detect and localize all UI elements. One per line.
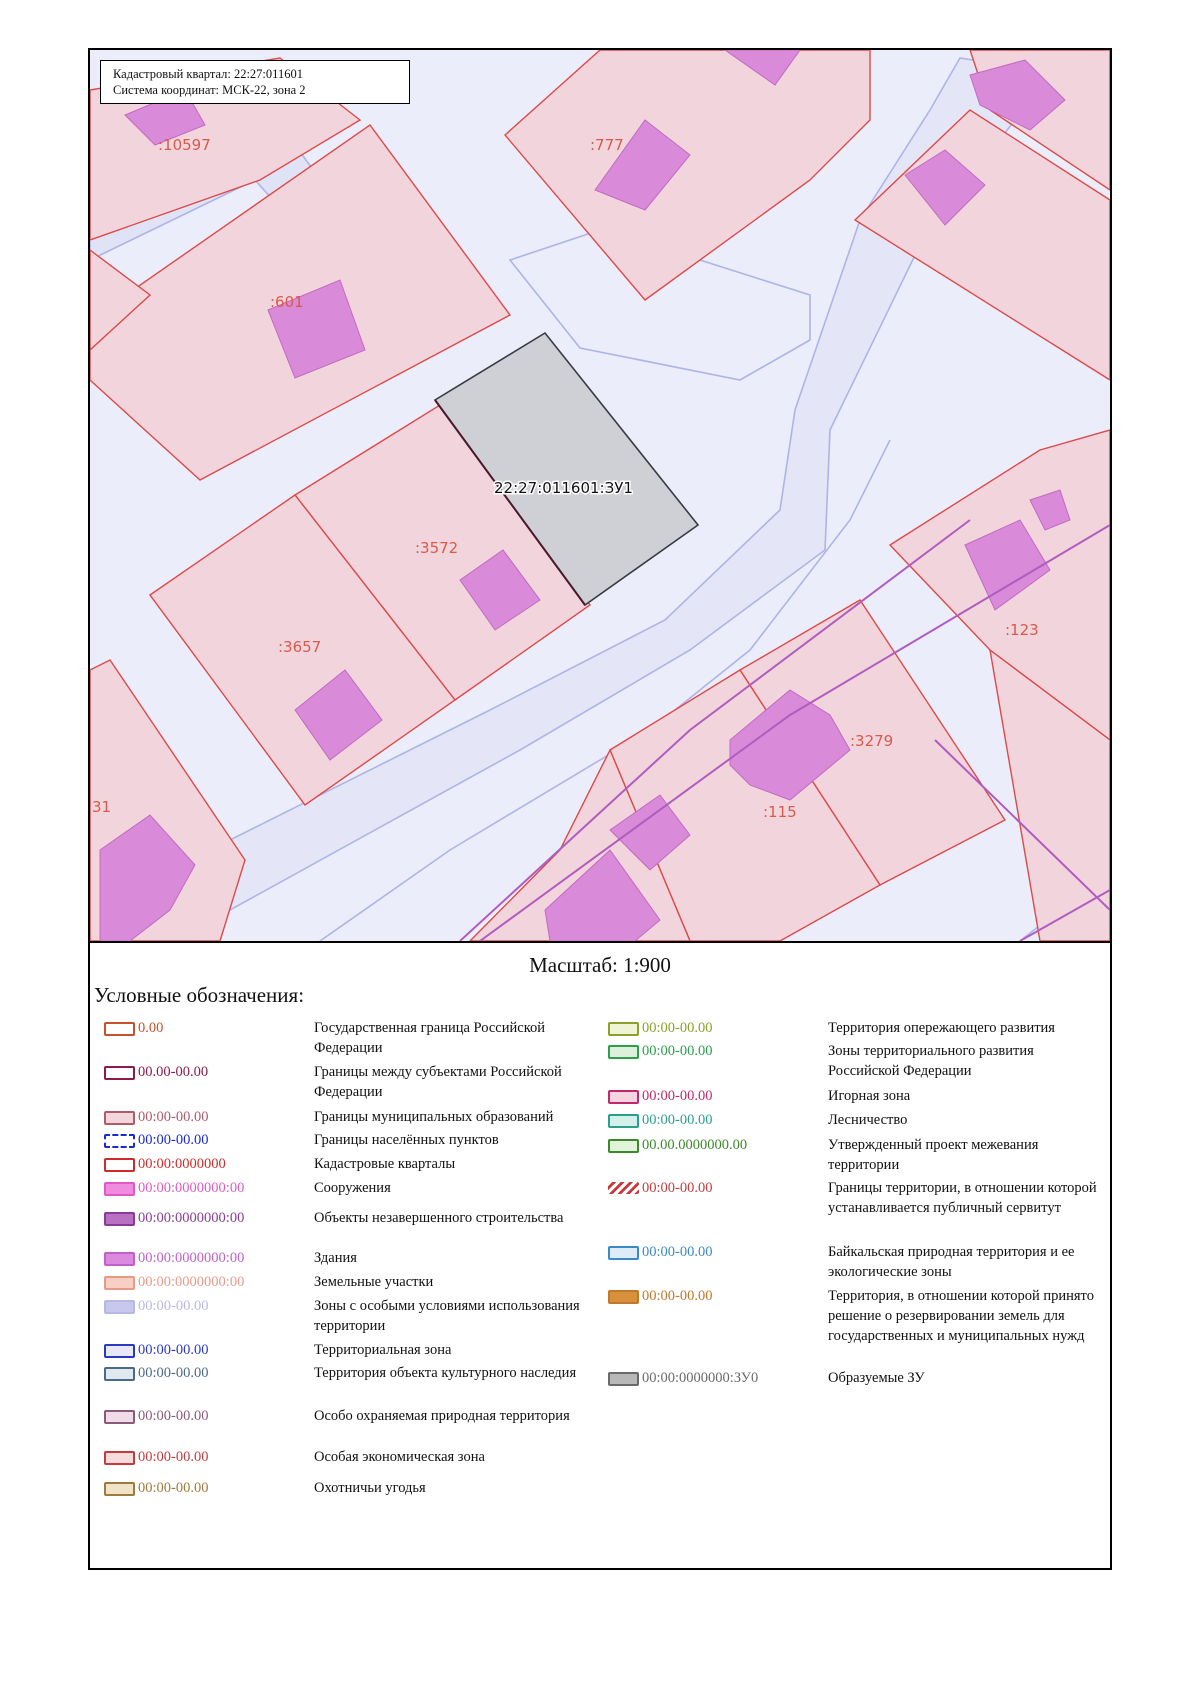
legend-description: Объекты незавершенного строительства bbox=[314, 1210, 564, 1226]
legend-description: Лесничество bbox=[828, 1112, 908, 1128]
legend-code: 00:00-00.00 bbox=[642, 1088, 713, 1104]
legend-code: 00:00-00.00 bbox=[642, 1288, 713, 1304]
label-3572: :3572 bbox=[415, 539, 459, 557]
label-601: :601 bbox=[270, 293, 304, 311]
legend-symbol-icon bbox=[608, 1045, 639, 1059]
legend-code: 00:00-00.00 bbox=[138, 1449, 209, 1465]
legend-symbol-icon bbox=[608, 1139, 639, 1153]
legend-description: Игорная зона bbox=[828, 1088, 911, 1104]
legend-description: Территориальная зона bbox=[314, 1342, 452, 1358]
map-canvas bbox=[90, 50, 1110, 941]
legend-description: Территория опережающего развития bbox=[828, 1020, 1055, 1036]
legend-symbol-icon bbox=[608, 1372, 639, 1386]
legend-description: Здания bbox=[314, 1250, 357, 1266]
scale-text: Масштаб: 1:900 bbox=[529, 953, 671, 977]
legend-description: Границы муниципальных образований bbox=[314, 1109, 554, 1125]
label-zu1: 22:27:011601:ЗУ1 bbox=[494, 479, 633, 497]
label-123: :123 bbox=[1005, 621, 1039, 639]
cadastral-quarter-text: Кадастровый квартал: 22:27:011601 bbox=[113, 67, 303, 81]
legend-code: 00:00-00.00 bbox=[138, 1109, 209, 1125]
legend-description: Границы населённых пунктов bbox=[314, 1132, 499, 1148]
label-777: :777 bbox=[590, 136, 624, 154]
legend-symbol-icon bbox=[608, 1090, 639, 1104]
legend-description: Зоны территориального развития Российской Федерации bbox=[828, 1043, 1034, 1079]
legend-description: Байкальская природная территория и ее экологические зоны bbox=[828, 1244, 1075, 1280]
legend-description: Территория объекта культурного наследия bbox=[314, 1365, 577, 1381]
legend-description: Кадастровые кварталы bbox=[314, 1156, 456, 1172]
info-box bbox=[100, 60, 410, 104]
legend-title: Условные обозначения: bbox=[94, 983, 305, 1007]
legend-code: 00:00-00.00 bbox=[642, 1043, 713, 1059]
coordinate-system-text: Система координат: МСК-22, зона 2 bbox=[113, 83, 306, 97]
legend-code: 00:00:0000000:00 bbox=[138, 1250, 245, 1266]
legend-code: 00:00:0000000:00 bbox=[138, 1210, 245, 1226]
legend-symbol-icon bbox=[104, 1252, 135, 1266]
legend-symbol-icon bbox=[104, 1066, 135, 1080]
legend-symbol-icon bbox=[104, 1367, 135, 1381]
legend-code: 00.00-00.00 bbox=[138, 1064, 209, 1080]
legend-description: Территория, в отношении которой принято решение о резервировании земель для государственных и муниципальных нужд bbox=[828, 1288, 1094, 1344]
legend-symbol-icon bbox=[608, 1246, 639, 1260]
legend-description: Границы территории, в отношении которой устанавливается публичный сервитут bbox=[828, 1180, 1097, 1216]
legend-symbol-icon bbox=[104, 1158, 135, 1172]
legend-description: Сооружения bbox=[314, 1180, 391, 1196]
legend-code: 00:00-00.00 bbox=[138, 1365, 209, 1381]
legend-code: 00:00-00.00 bbox=[138, 1132, 209, 1148]
legend-code: 00.00.0000000.00 bbox=[642, 1137, 748, 1153]
legend-code: 00:00-00.00 bbox=[642, 1244, 713, 1260]
legend-code: 00:00:0000000 bbox=[138, 1156, 226, 1172]
legend-description: Зоны с особыми условиями использования территории bbox=[314, 1298, 580, 1334]
legend-symbol-icon bbox=[608, 1022, 639, 1036]
label-3657: :3657 bbox=[278, 638, 322, 656]
legend-description: Границы между субъектами Российской Федерации bbox=[314, 1064, 562, 1100]
legend-symbol-icon bbox=[104, 1451, 135, 1465]
legend-symbol-icon bbox=[104, 1022, 135, 1036]
legend-description: Утвержденный проект межевания территории bbox=[828, 1137, 1039, 1173]
legend-symbol-icon bbox=[608, 1182, 639, 1194]
legend-code: 00:00-00.00 bbox=[642, 1180, 713, 1196]
label-115: :115 bbox=[763, 803, 797, 821]
parcel-777 bbox=[505, 50, 870, 300]
legend-symbol-icon bbox=[104, 1344, 135, 1358]
legend-code: 00:00:0000000:00 bbox=[138, 1180, 245, 1196]
legend-code: 00:00-00.00 bbox=[138, 1342, 209, 1358]
legend-description: Земельные участки bbox=[314, 1274, 434, 1290]
legend-symbol-icon bbox=[104, 1300, 135, 1314]
legend-symbol-icon bbox=[608, 1114, 639, 1128]
legend-symbol-icon bbox=[104, 1276, 135, 1290]
legend-symbol-icon bbox=[104, 1410, 135, 1424]
legend-symbol-icon bbox=[104, 1111, 135, 1125]
legend-code: 00:00-00.00 bbox=[642, 1020, 713, 1036]
legend-symbol-icon bbox=[104, 1134, 135, 1148]
label-10597: :10597 bbox=[158, 136, 211, 154]
legend-code: 00:00-00.00 bbox=[138, 1408, 209, 1424]
legend-code: 00:00-00.00 bbox=[138, 1298, 209, 1314]
legend-code: 00:00:0000000:ЗУ0 bbox=[642, 1370, 759, 1386]
legend-symbol-icon bbox=[608, 1290, 639, 1304]
legend-description: Охотничьи угодья bbox=[314, 1480, 426, 1496]
legend-symbol-icon bbox=[104, 1182, 135, 1196]
legend-description: Особая экономическая зона bbox=[314, 1449, 485, 1465]
legend-symbol-icon bbox=[104, 1212, 135, 1226]
legend-symbol-icon bbox=[104, 1482, 135, 1496]
page-frame bbox=[88, 48, 1112, 1570]
label-3279: :3279 bbox=[850, 732, 894, 750]
legend-code: 00:00:0000000:00 bbox=[138, 1274, 245, 1290]
legend-code: 0.00 bbox=[138, 1020, 164, 1036]
label-31: 31 bbox=[92, 798, 112, 816]
legend-code: 00:00-00.00 bbox=[642, 1112, 713, 1128]
legend-description: Особо охраняемая природная территория bbox=[314, 1408, 570, 1424]
legend-code: 00:00-00.00 bbox=[138, 1480, 209, 1496]
legend-description: Образуемые ЗУ bbox=[828, 1370, 925, 1386]
legend-description: Государственная граница Российской Федерации bbox=[314, 1020, 546, 1056]
cadastral-map[interactable] bbox=[90, 50, 1110, 943]
